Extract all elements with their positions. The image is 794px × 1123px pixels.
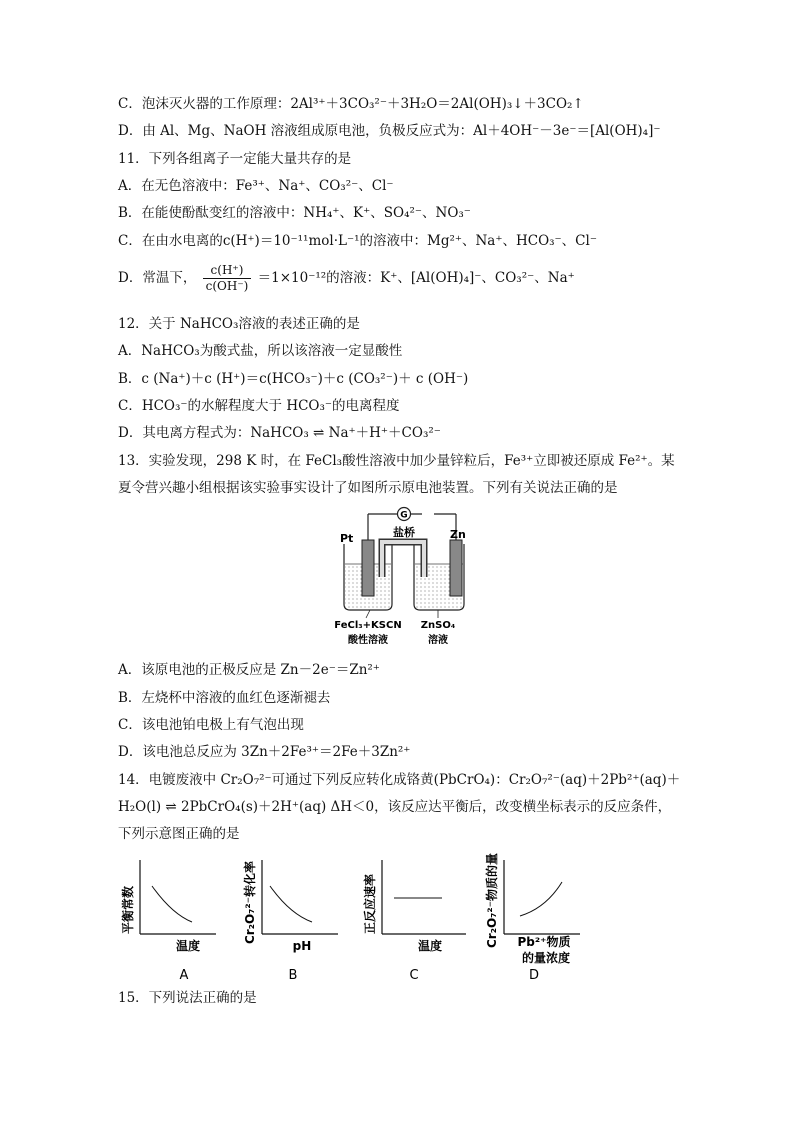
graph-b-xlabel: pH (292, 939, 312, 953)
graph-c-xlabel: 温度 (417, 939, 443, 953)
right-solution-label-2: 溶液 (428, 635, 448, 646)
q10-option-c: C．泡沫灭火器的工作原理：2Al³⁺＋3CO₃²⁻＋3H₂O＝2Al(OH)₃↓＋3CO₂↑ (118, 96, 584, 112)
q13-stem-line1: 13．实验发现，298 K 时，在 FeCl₃酸性溶液中加少量锌粒后，Fe³⁺立即被还原成 Fe²⁺。某 (118, 453, 675, 469)
q15-stem: 15．下列说法正确的是 (118, 990, 257, 1006)
q11-d-numerator: c(H⁺) (203, 263, 252, 279)
q13-stem-line2: 夏令营兴趣小组根据该实验事实设计了如图所示原电池装置。下列有关说法正确的是 (118, 480, 618, 496)
q13-option-c: C．该电池铂电极上有气泡出现 (118, 717, 304, 733)
q13-option-a: A．该原电池的正极反应是 Zn－2e⁻＝Zn²⁺ (118, 662, 380, 678)
graph-b-letter: B (288, 968, 298, 983)
q11-d-suffix: ＝1×10⁻¹²的溶液：K⁺、[Al(OH)₄]⁻、CO₃²⁻、Na⁺ (257, 270, 575, 286)
q13-option-d: D．该电池总反应为 3Zn＋2Fe³⁺＝2Fe＋3Zn²⁺ (118, 744, 411, 760)
left-solution-label-1: FeCl₃+KSCN (334, 620, 402, 631)
q14-graph-b (238, 852, 358, 984)
q12-option-a: A．NaHCO₃为酸式盐，所以该溶液一定显酸性 (118, 343, 403, 359)
q11-option-c: C．在由水电离的c(H⁺)＝10⁻¹¹mol·L⁻¹的溶液中：Mg²⁺、Na⁺、HCO₃⁻、Cl⁻ (118, 233, 597, 249)
q14-stem-line2: H₂O(l) ⇌ 2PbCrO₄(s)＋2H⁺(aq) ΔH＜0，该反应达平衡后，改变横坐标表示的反应条件， (118, 799, 672, 815)
q13-option-b: B．左烧杯中溶液的血红色逐渐褪去 (118, 690, 331, 706)
q11-option-b: B．在能使酚酞变红的溶液中：NH₄⁺、K⁺、SO₄²⁻、NO₃⁻ (118, 205, 471, 221)
q11-stem: 11．下列各组离子一定能大量共存的是 (118, 151, 352, 167)
q11-d-fraction (203, 263, 252, 294)
q12-stem: 12．关于 NaHCO₃溶液的表述正确的是 (118, 316, 360, 332)
q12-option-d: D．其电离方程式为：NaHCO₃ ⇌ Na⁺＋H⁺＋CO₃²⁻ (118, 425, 441, 441)
zn-label: Zn (450, 528, 466, 541)
q11-d-prefix: D．常温下， (118, 270, 197, 286)
q11-option-a: A．在无色溶液中：Fe³⁺、Na⁺、CO₃²⁻、Cl⁻ (118, 178, 394, 194)
q11-d-denominator: c(OH⁻) (205, 279, 249, 293)
graph-a-curve (152, 886, 192, 922)
graph-b-curve (270, 886, 312, 922)
pt-label: Pt (340, 532, 354, 545)
graph-d-xlabel: Pb²⁺物质 (517, 935, 571, 949)
graph-d-ylabel: Cr₂O₇²⁻物质的量 (485, 852, 499, 948)
graph-d-letter: D (528, 968, 540, 983)
q10-option-d: D．由 Al、Mg、NaOH 溶液组成原电池，负极反应式为：Al＋4OH⁻－3e⁻＝[Al(OH)₄]⁻ (118, 123, 661, 139)
q12-option-b: B．c (Na⁺)＋c (H⁺)＝c(HCO₃⁻)＋c (CO₃²⁻)＋ c (OH⁻) (118, 371, 469, 387)
graph-a-ylabel: 平衡常数 (121, 885, 135, 934)
q14-stem-line1: 14．电镀废液中 Cr₂O₇²⁻可通过下列反应转化成铬黄(PbCrO₄)：Cr₂O₇²⁻(aq)＋2Pb²⁺(aq)＋ (118, 772, 681, 788)
graph-b-ylabel: Cr₂O₇²⁻转化率 (243, 860, 257, 944)
graph-a-xlabel: 温度 (175, 939, 201, 953)
zn-electrode (450, 540, 462, 596)
graph-d-xlabel-2: 的量浓度 (521, 951, 571, 965)
right-solution-label-1: ZnSO₄ (420, 620, 456, 631)
q14-stem-line3: 下列示意图正确的是 (118, 826, 240, 842)
pt-electrode (362, 540, 374, 596)
graph-c-letter: C (409, 968, 419, 983)
galvanic-cell-figure (320, 502, 480, 652)
q14-graph-c (358, 852, 483, 984)
q14-graph-a (118, 852, 238, 984)
graph-a-letter: A (179, 968, 189, 983)
q14-graph-d (480, 852, 610, 984)
left-solution-label-2: 酸性溶液 (348, 635, 388, 646)
galvanometer-label: G (400, 510, 408, 521)
graph-d-curve (520, 882, 562, 916)
q12-option-c: C．HCO₃⁻的水解程度大于 HCO₃⁻的电离程度 (118, 398, 400, 414)
salt-bridge-label: 盐桥 (393, 526, 415, 539)
graph-c-ylabel: 正反应速率 (363, 873, 377, 934)
q11-option-d (118, 263, 575, 294)
